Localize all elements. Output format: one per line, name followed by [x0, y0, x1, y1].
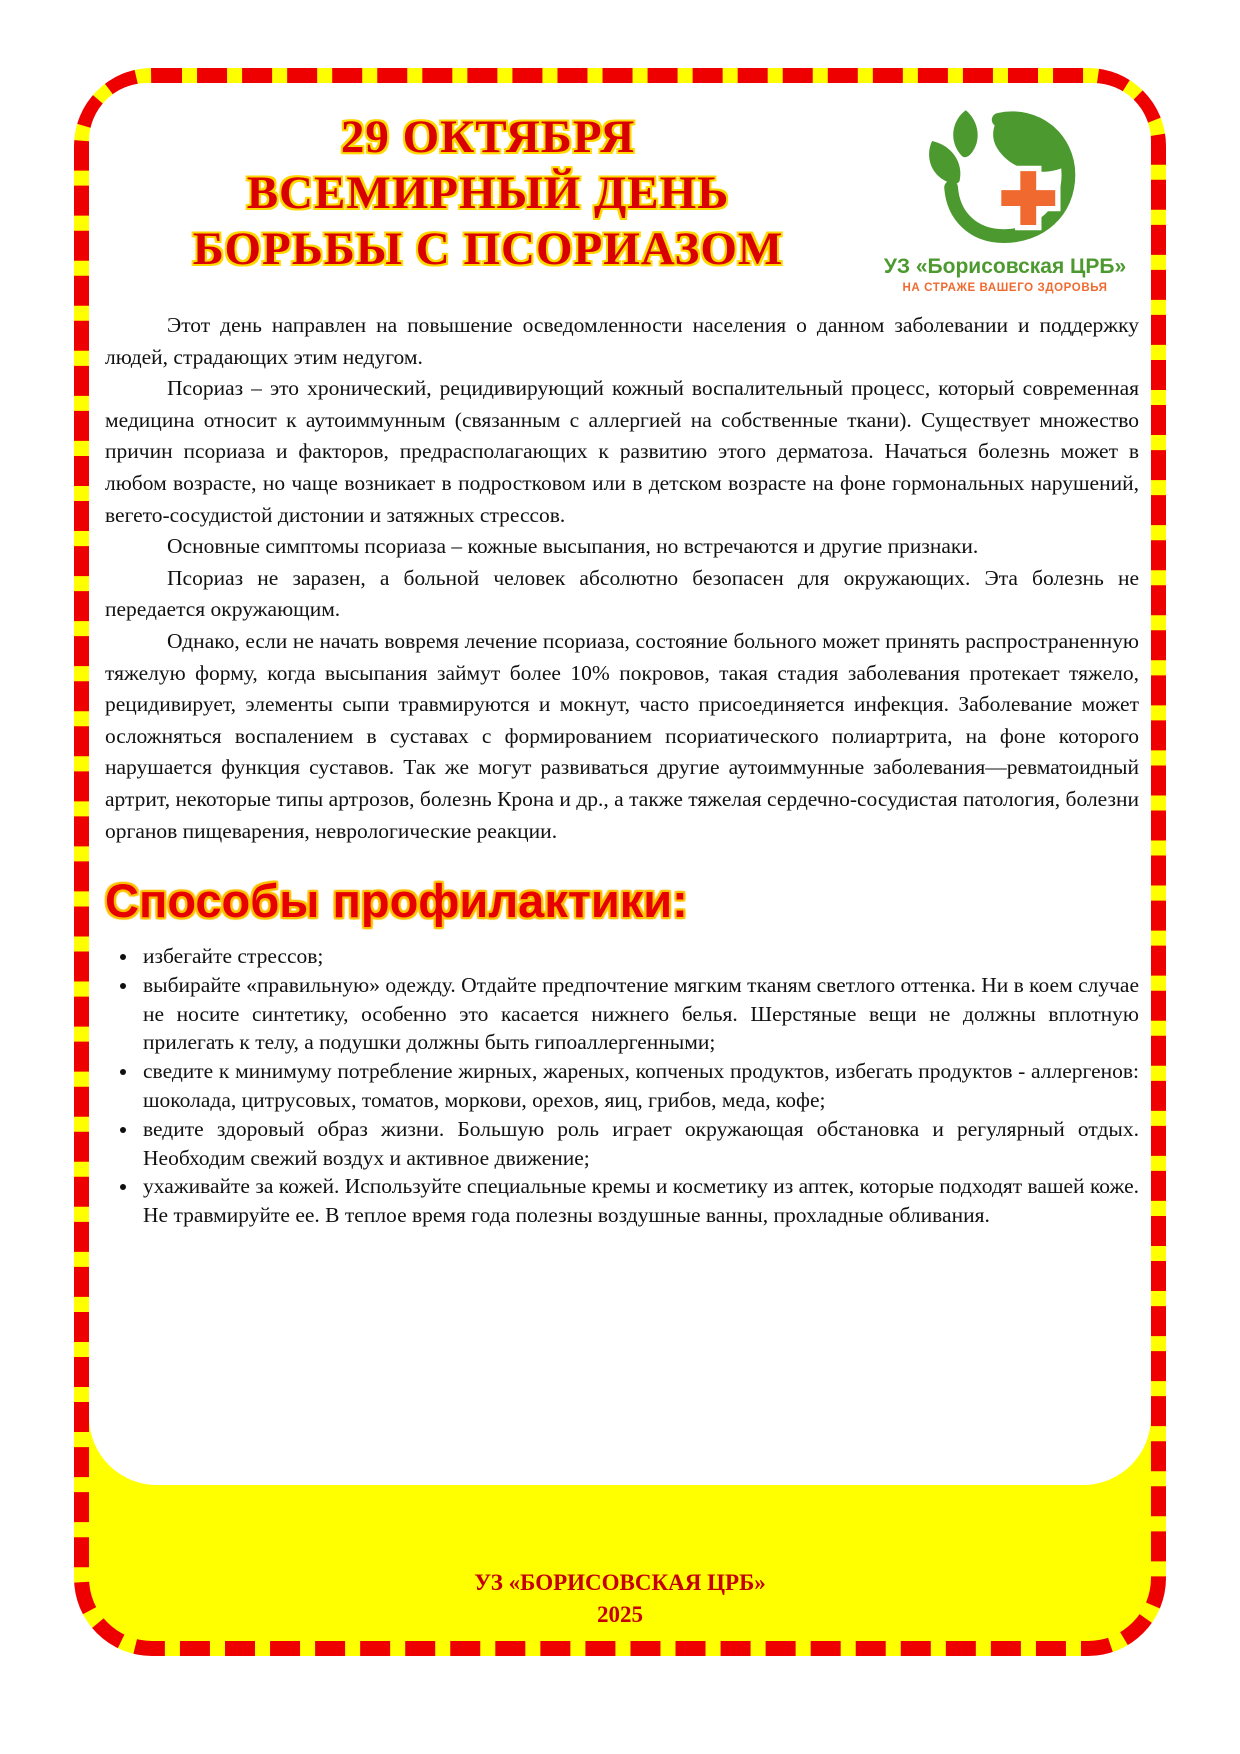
logo-tagline: НА СТРАЖЕ ВАШЕГО ЗДОРОВЬЯ: [902, 282, 1108, 294]
title-line-3: БОРЬБЫ С ПСОРИАЗОМ: [192, 223, 784, 275]
paragraph-1: Этот день направлен на повышение осведомленности населения о данном заболевании и поддержку людей, страдающих этим недугом.: [105, 313, 1139, 369]
content-panel: [89, 83, 1151, 1485]
footer-org: УЗ «БОРИСОВСКАЯ ЦРБ»: [474, 1570, 766, 1595]
logo-org-name: УЗ «Борисовская ЦРБ»: [883, 255, 1127, 278]
header: [105, 101, 1139, 294]
list-item-3: [139, 1057, 1139, 1115]
list-item-text: ухаживайте за кожей. Используйте специальные кремы и косметику из аптек, которые подходят вашей коже. Не травмируйте ее. В теплое время года полезны воздушные ванны, прохладные обливания.: [143, 1174, 1139, 1228]
prevention-list: [105, 942, 1139, 1230]
clinic-logo: [871, 101, 1139, 294]
list-item-text: ведите здоровый образ жизни. Большую роль играет окружающая обстановка и регулярный отдых. Необходим свежий воздух и активное движение;: [143, 1116, 1139, 1170]
title-line-2: ВСЕМИРНЫЙ ДЕНЬ: [246, 167, 730, 219]
footer: [89, 1567, 1151, 1631]
paragraph-2: Псориаз – это хронический, рецидивирующий кожный воспалительный процесс, который современная медицина относит к аутоиммунным (связанным с аллергией на собственные ткани). Существует множество причин псориаза и факторов, предрасполагающих к развитию этого дерматоза. Начаться болезнь может в любом возрасте, но чаще возникает в подростковом или в детском возрасте на фоне гормональных нарушений, вегето-сосудистой дистонии и затяжных стрессов.: [105, 376, 1139, 527]
list-item-4: [139, 1115, 1139, 1173]
intro-paragraphs: [105, 310, 1139, 847]
list-item-text: выбирайте «правильную» одежду. Отдайте предпочтение мягким тканям светлого оттенка. Ни в коем случае не носите синтетику, особенно это касается нижнего белья. Шерстяные вещи не должны вплотную прилегать к телу, а подушки должны быть гипоаллергенными;: [143, 972, 1139, 1055]
poster-border-frame: [74, 68, 1166, 1656]
paragraph-4: Псориаз не заразен, а больной человек абсолютно безопасен для окружающих. Эта болезнь не передается окружающим.: [105, 565, 1139, 622]
title-line-1: 29 ОКТЯБРЯ: [340, 111, 636, 163]
prevention-heading: Способы профилактики:: [105, 874, 688, 928]
list-item-text: избегайте стрессов;: [143, 944, 324, 969]
paragraph-5: Однако, если не начать вовремя лечение псориаза, состояние больного может принять распространенную тяжелую форму, когда высыпания займут более 10% покровов, такая стадия заболевания протекает тяжело, рецидивирует, элементы сыпи травмируются и мокнут, часто присоединяется инфекция. Заболевание может осложняться воспалением в суставах с формированием псориатического полиартрита, на фоне которого нарушается функция суставов. Так же могут развиваться другие аутоиммунные заболевания—ревматоидный артрит, некоторые типы артрозов, болезнь Крона и др., а также тяжелая сердечно-сосудистая патология, болезни органов пищеварения, неврологические реакции.: [105, 628, 1139, 843]
list-item-2: [139, 971, 1139, 1057]
list-item-5: [139, 1172, 1139, 1230]
list-item-1: [139, 942, 1139, 971]
page-title: [105, 109, 871, 277]
leaf-cross-logo-icon: [871, 105, 1139, 253]
paragraph-3: Основные симптомы псориаза – кожные высыпания, но встречаются и другие признаки.: [167, 534, 979, 559]
list-item-text: сведите к минимуму потребление жирных, жареных, копченых продуктов, избегать продуктов - аллергенов: шоколада, цитрусовых, томатов, моркови, орехов, яиц, грибов, меда, кофе;: [143, 1059, 1139, 1113]
footer-year: 2025: [597, 1602, 643, 1627]
